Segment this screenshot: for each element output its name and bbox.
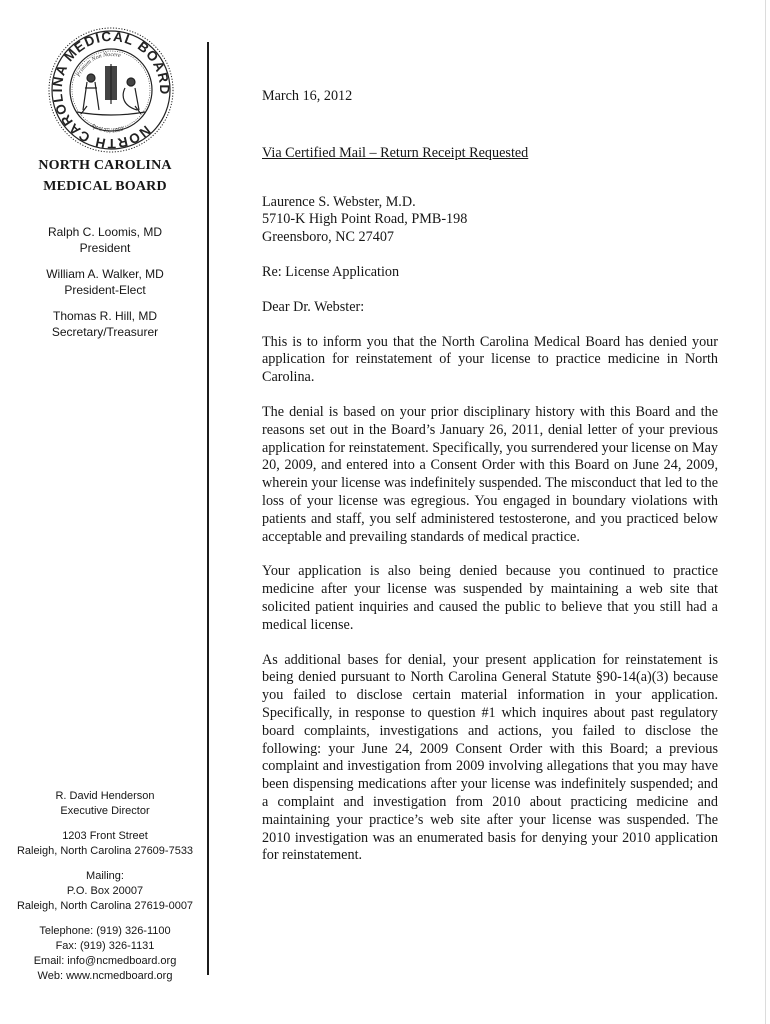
mailing-line1: P.O. Box 20007 [66,885,144,897]
subject-line: Re: License Application [262,263,400,280]
executive-director [0,789,210,819]
officer-president [0,224,210,256]
seal-date: April 15, 1859 [89,122,125,135]
director-title: Executive Director [60,805,150,817]
officer-title: President-Elect [64,283,146,297]
street-line2: Raleigh, North Carolina 27609-7533 [16,845,194,857]
street-line1: 1203 Front Street [62,830,148,842]
director-name: R. David Henderson [55,790,155,802]
telephone: Telephone: (919) 326-1100 [39,925,171,937]
officer-secretary-treasurer [0,308,210,340]
fax: Fax: (919) 326-1131 [55,940,155,952]
board-name-line1: NORTH CAROLINA [38,158,172,173]
mailing-line2: Raleigh, North Carolina 27619-0007 [16,900,194,912]
officer-president-elect [0,266,210,298]
paragraph-4: As additional bases for denial, your present application for reinstatement is being denied pursuant to North Carolina General Statute §90-14(a)(3) because you failed to disclose certain material information in your application. Specifically, in response to question #1 which inquires about past regulatory board complaints, investigations and actions, you failed to disclose the following: your June 24, 2009 Consent Order with this Board; a previous complaint and investigation from 2009 involving allegations that you may have been dispensing medications after your license was indefinitely suspended; and a complaint and investigation from 2010 about practicing medicine and maintaining your practice’s web site after your license was suspended. The 2010 investigation was an enumerated basis for denying your 2010 application for reinstatement. [262,651,718,864]
officers-list [0,224,210,350]
seal-ring-text: NORTH CAROLINA MEDICAL BOARD [49,28,173,152]
officer-name: William A. Walker, MD [46,267,164,281]
recipient-name: Laurence S. Webster, M.D. [262,193,416,210]
delivery-method: Via Certified Mail – Return Receipt Requested [262,144,529,161]
medical-board-seal [47,26,175,154]
salutation: Dear Dr. Webster: [262,298,365,315]
vertical-divider [207,42,209,975]
letter-body [262,88,718,865]
letter-date: March 16, 2012 [262,88,353,104]
svg-text:April 15, 1859 [89,122,125,134]
recipient-street: 5710-K High Point Road, PMB-198 [262,211,468,228]
contact-info [0,789,210,994]
mailing-address [0,869,210,914]
mailing-label: Mailing: [86,870,124,882]
paragraph-1: This is to inform you that the North Carolina Medical Board has denied your application for reinstatement of your license to practice medicine in North Carolina. [262,333,718,386]
board-name-line2: MEDICAL BOARD [43,179,167,194]
recipient-address [262,194,718,247]
officer-name: Thomas R. Hill, MD [52,309,157,323]
website: Web: www.ncmedboard.org [37,970,173,982]
phone-and-web [0,924,210,984]
paragraph-3: Your application is also being denied because you continued to practice medicine after your license was suspended by maintaining a web site that solicited patient inquiries and caused the public to believe that you still had a medical license. [262,563,718,633]
paragraph-2: The denial is based on your prior disciplinary history with this Board and the reasons set out in the Board’s January 26, 2011, denial letter of your previous application for reinstatement. Specifically, you surrendered your license on May 20, 2009, and entered into a Consent Order with this Board on June 24, 2009, wherein your license was indefinitely suspended. The misconduct that led to the loss of your license was egregious. You engaged in boundary violations with patients and staff, you self administered testosterone, and you practiced below acceptable and prevailing standards of medical practice. [262,403,718,545]
recipient-city: Greensboro, NC 27407 [262,229,395,246]
officer-name: Ralph C. Loomis, MD [47,225,163,239]
email: Email: info@ncmedboard.org [33,955,177,967]
page-edge [765,0,766,1024]
board-name [0,155,210,197]
seal-motto: Primum Non Nocere [75,51,122,78]
seal-figures-icon [77,64,145,115]
street-address [0,829,210,859]
officer-title: Secretary/Treasurer [51,325,159,339]
officer-title: President [79,241,131,255]
